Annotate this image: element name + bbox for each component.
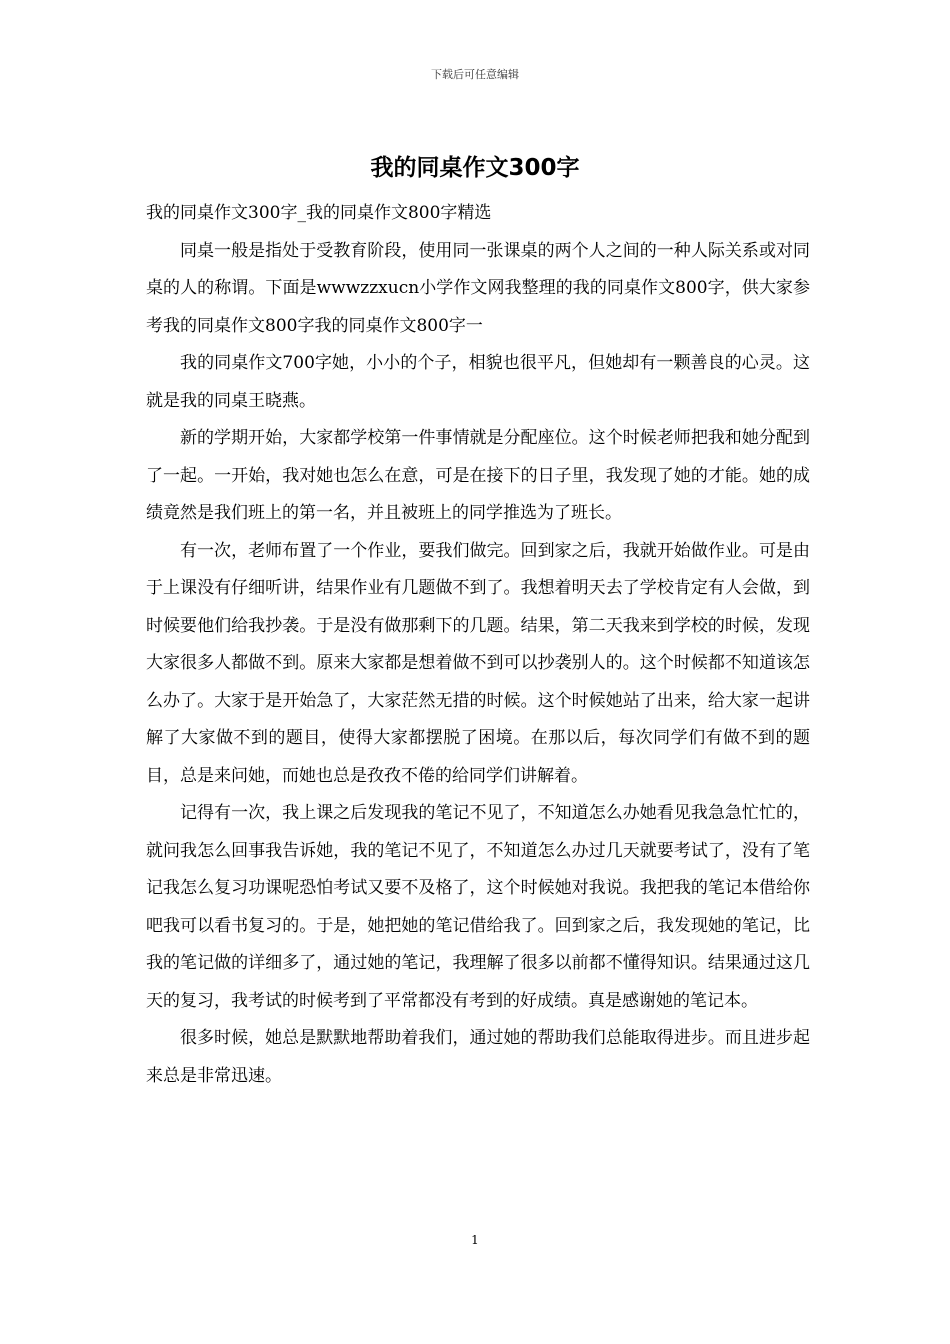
document-body [146, 195, 810, 1095]
paragraph: 新的学期开始，大家都学校第一件事情就是分配座位。这个时候老师把我和她分配到了一起。一开始，我对她也怎么在意，可是在接下的日子里，我发现了她的才能。她的成绩竟然是我们班上的第一名，并且被班上的同学推选为了班长。 [146, 428, 810, 523]
page-number: 1 [471, 1233, 479, 1247]
paragraph: 记得有一次，我上课之后发现我的笔记不见了，不知道怎么办她看见我急急忙忙的，就问我怎么回事我告诉她，我的笔记不见了，不知道怎么办过几天就要考试了，没有了笔记我怎么复习功课呢恐怕考试又要不及格了，这个时候她对我说。我把我的笔记本借给你吧我可以看书复习的。于是，她把她的笔记借给我了。回到家之后，我发现她的笔记，比我的笔记做的详细多了，通过她的笔记，我理解了很多以前都不懂得知识。结果通过这几天的复习，我考试的时候考到了平常都没有考到的好成绩。真是感谢她的笔记本。 [146, 803, 810, 1011]
document-title: 我的同桌作文300字 [370, 155, 580, 181]
paragraph: 很多时候，她总是默默地帮助着我们，通过她的帮助我们总能取得进步。而且进步起来总是非常迅速。 [146, 1028, 810, 1086]
paragraph: 有一次，老师布置了一个作业，要我们做完。回到家之后，我就开始做作业。可是由于上课没有仔细听讲，结果作业有几题做不到了。我想着明天去了学校肯定有人会做，到时候要他们给我抄袭。于是没有做那剩下的几题。结果，第二天我来到学校的时候，发现大家很多人都做不到。原来大家都是想着做不到可以抄袭别人的。这个时候都不知道该怎么办了。大家于是开始急了，大家茫然无措的时候。这个时候她站了出来，给大家一起讲解了大家做不到的题目，使得大家都摆脱了困境。在那以后，每次同学们有做不到的题目，总是来问她，而她也总是孜孜不倦的给同学们讲解着。 [146, 540, 810, 786]
paragraph: 同桌一般是指处于受教育阶段，使用同一张课桌的两个人之间的一种人际关系或对同桌的人的称谓。下面是wwwzzxucn小学作文网我整理的我的同桌作文800字，供大家参考我的同桌作文800字我的同桌作文800字一 [146, 240, 810, 336]
paragraph: 我的同桌作文700字她，小小的个子，相貌也很平凡，但她却有一颗善良的心灵。这就是我的同桌王晓燕。 [146, 353, 810, 411]
subtitle-line: 我的同桌作文300字_我的同桌作文800字精选 [146, 203, 492, 223]
header-note: 下载后可任意编辑 [431, 68, 519, 81]
